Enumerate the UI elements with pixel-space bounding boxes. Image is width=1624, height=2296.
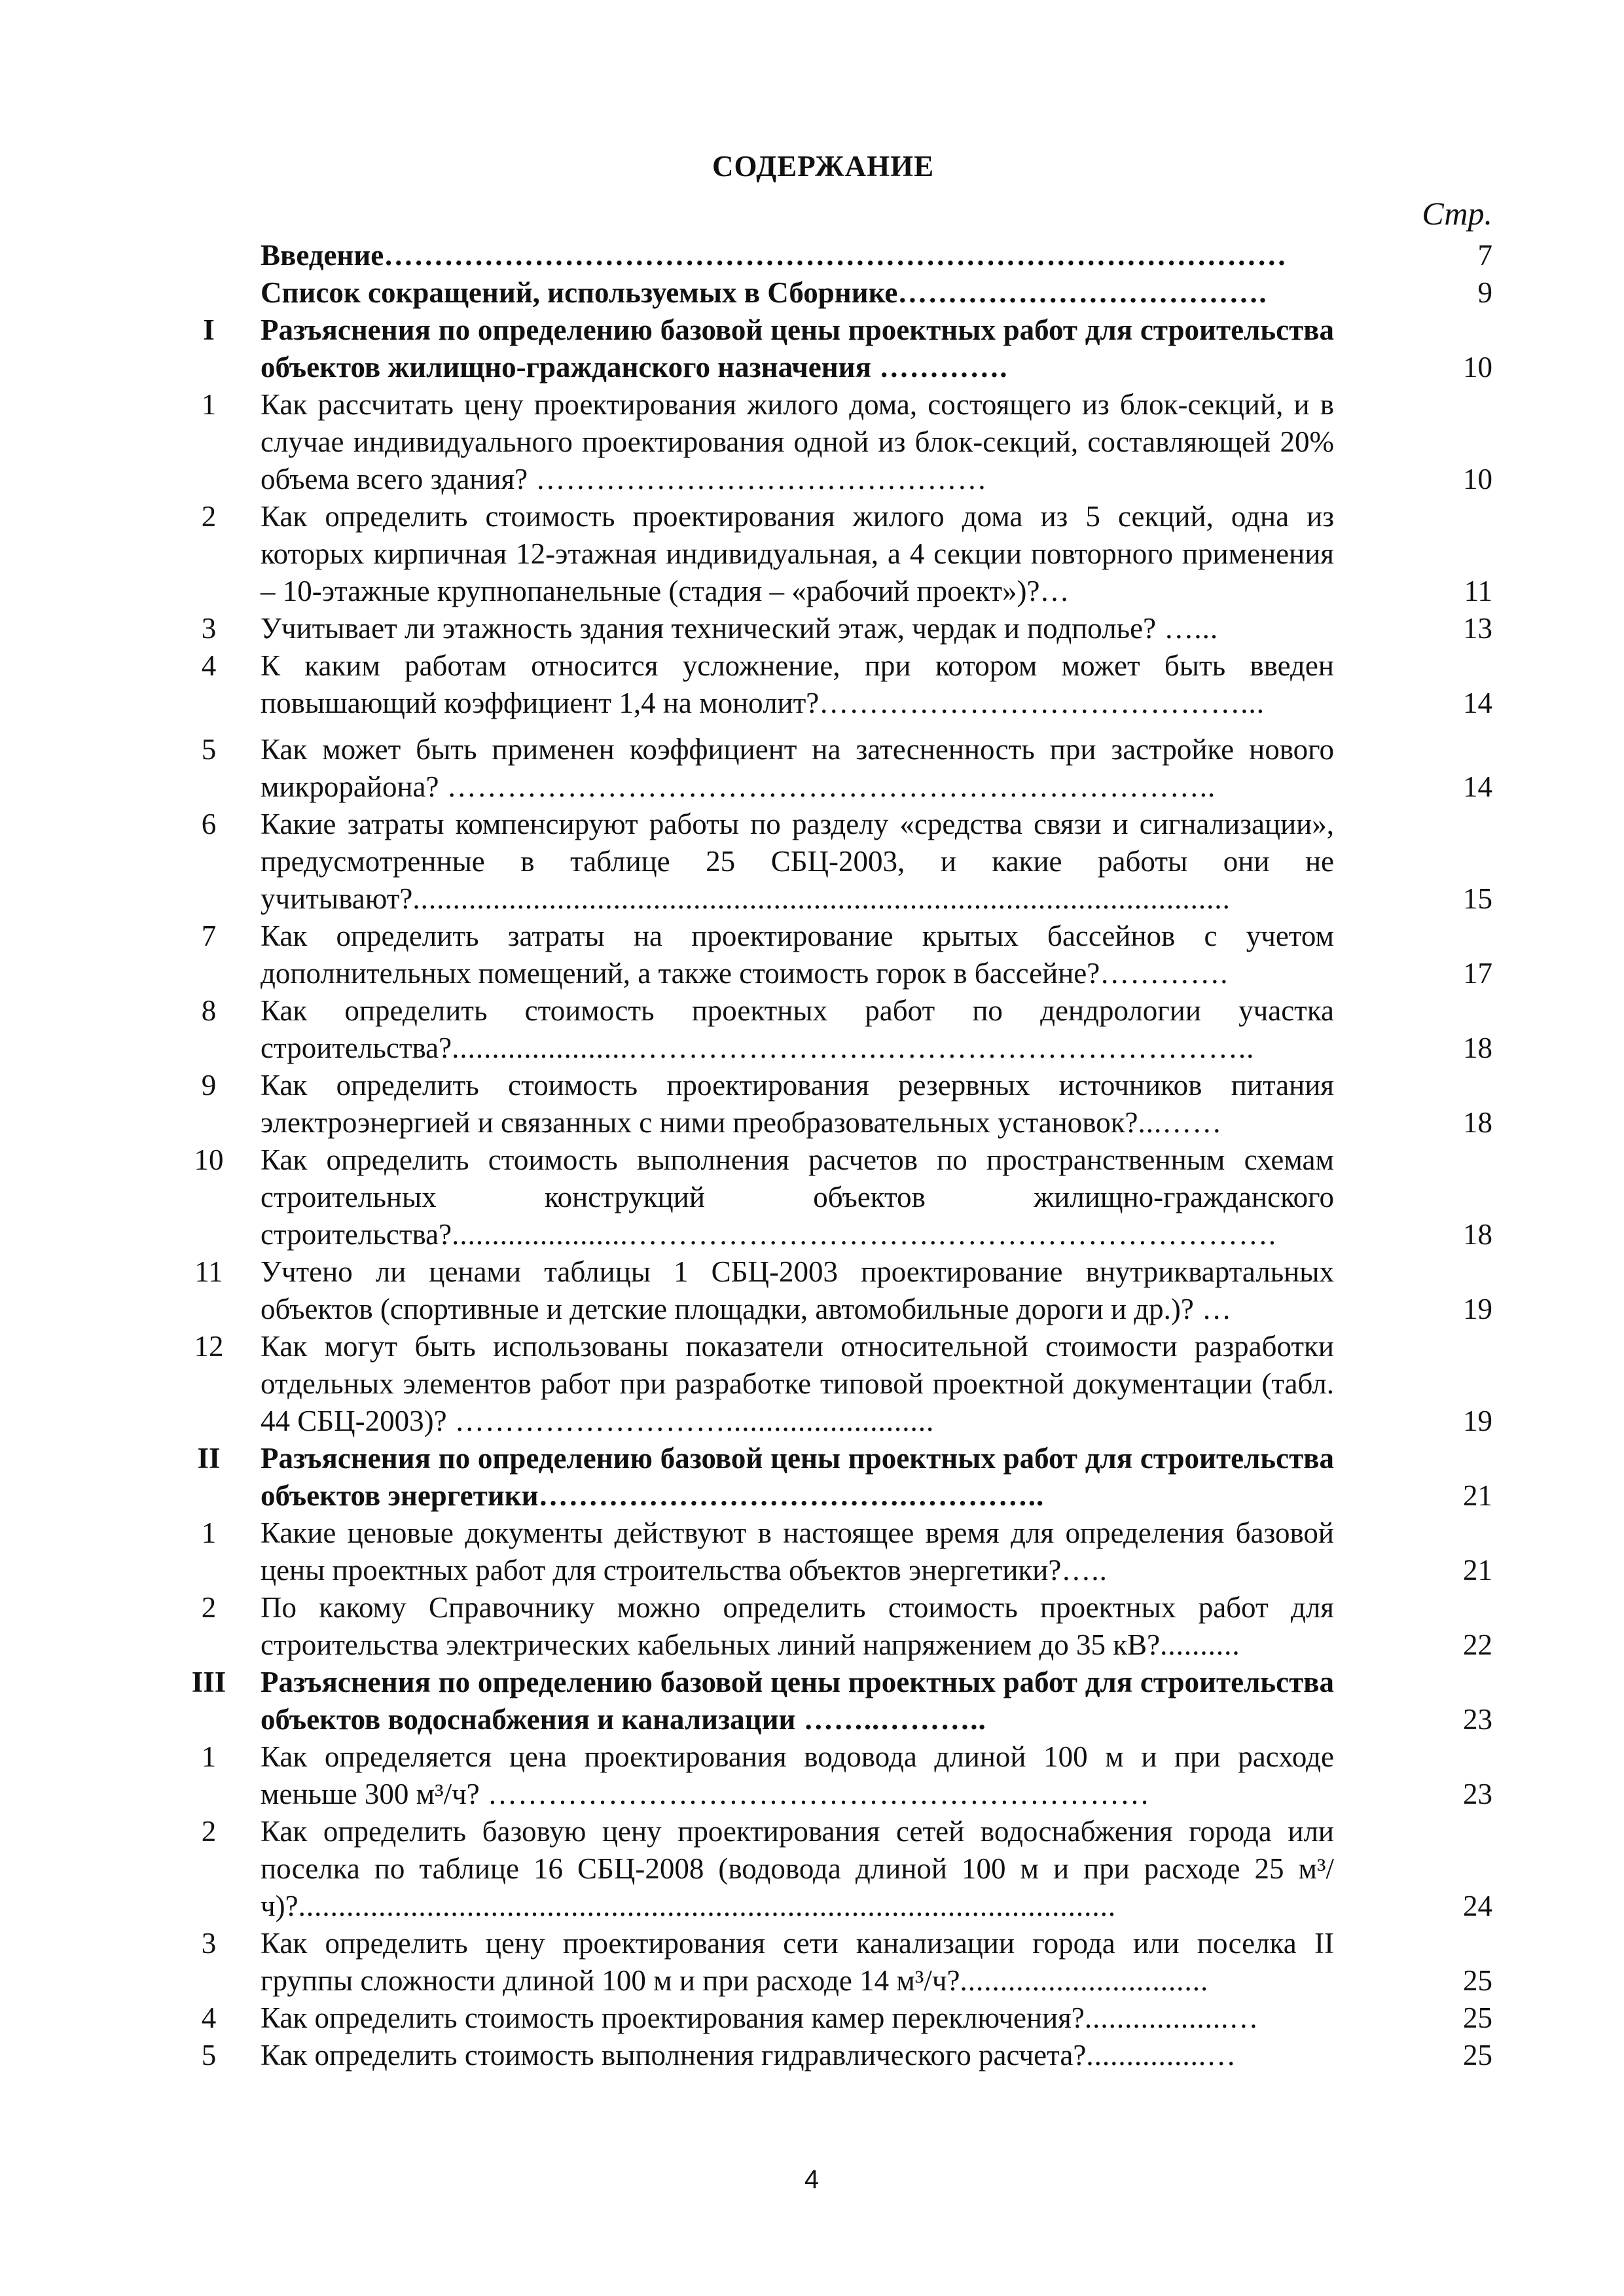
toc-entry-page: 18 [1463, 1031, 1492, 1064]
toc-dot-leader: ……………………………………………………………………………… [384, 239, 1288, 272]
toc-entry-number: II [197, 1442, 221, 1475]
toc-entry-number: 2 [201, 1591, 217, 1624]
toc-entry-number: III [191, 1666, 226, 1698]
toc-entry-title: Список сокращений, используемых в Сборнике [261, 276, 898, 309]
toc-entry-text-cell [261, 1813, 1334, 1925]
toc-dot-leader: …………. [871, 351, 1008, 384]
page-column-label: Стр. [1422, 195, 1492, 232]
toc-dot-leader: .......... [1160, 1628, 1240, 1661]
toc-entry-text-cell [261, 1738, 1334, 1813]
toc-dot-leader: ...…… [1138, 1106, 1223, 1139]
toc-dot-leader: ………………………………………………………… [479, 1778, 1151, 1810]
toc-entry-text-cell [261, 498, 1334, 610]
toc-entry-page: 25 [1463, 2039, 1492, 2072]
toc-entry-title: Как определяется цена проектирования водовода длиной 100 м и при расходе меньше 300 м³/ч? [261, 1740, 1334, 1810]
toc-entry-page: 19 [1463, 1293, 1492, 1325]
toc-entry-number: 1 [201, 388, 217, 421]
toc-entry-title: Как определить стоимость выполнения расчетов по пространственным схемам строительных конструкций объектов жилищно-гражданского строительства? [261, 1143, 1334, 1251]
toc-entry-text-cell [261, 386, 1334, 498]
toc-entry-page: 25 [1463, 2001, 1492, 2034]
toc-entry-text-cell [261, 2037, 1334, 2074]
toc-entry-number: 8 [201, 994, 217, 1027]
toc-section-row [157, 1440, 1492, 1515]
toc-entry-text-cell [261, 1664, 1334, 1738]
toc-dot-leader: ……………………………………... [819, 687, 1265, 719]
toc-entry-title: Введение [261, 239, 384, 272]
toc-entry-number: 4 [201, 649, 217, 682]
toc-entry-text-cell [261, 1067, 1334, 1141]
toc-dot-leader: ...................................................................................................... [412, 882, 1231, 915]
toc-entry-text-cell [261, 992, 1334, 1067]
toc-entry-page: 9 [1477, 276, 1492, 309]
toc-entry-row [157, 610, 1492, 647]
toc-entry-row [157, 992, 1492, 1067]
toc-entry-page: 14 [1463, 687, 1492, 719]
toc-entry-text-cell [261, 1925, 1334, 2000]
toc-entry-row [157, 806, 1492, 918]
toc-dot-leader: ………………………………………………………………….. [439, 770, 1216, 803]
toc-dot-leader: ......................…………………….……………………………….. [452, 1031, 1255, 1064]
toc-entry-page: 18 [1463, 1106, 1492, 1139]
toc-entry-page: 24 [1463, 1890, 1492, 1922]
toc-dot-leader: ...............… [1086, 2039, 1237, 2072]
toc-entry-title: Как рассчитать цену проектирования жилого дома, состоящего из блок-секций, и в случае индивидуального проектирования одной из блок-секций, составляющей 20% объема всего здания? [261, 388, 1334, 495]
toc-dot-leader: ….. [1061, 1554, 1108, 1587]
toc-entry-text-cell [261, 806, 1334, 918]
toc-entry-title: Разъяснения по определению базовой цены проектных работ для строительства объектов жилищно-гражданского назначения [261, 314, 1334, 384]
toc-section-row [157, 312, 1492, 386]
toc-entry-row [157, 2000, 1492, 2037]
toc-entry-title: Как может быть применен коэффициент на затесненность при застройке нового микрорайона? [261, 733, 1334, 803]
toc-section-row [157, 1664, 1492, 1738]
toc-entry-title: Разъяснения по определению базовой цены проектных работ для строительства объектов энергетики [261, 1442, 1334, 1512]
toc-entry-number: 10 [194, 1143, 224, 1176]
toc-dot-leader: ......................………………………….……………………………. [452, 1218, 1277, 1251]
toc-dot-leader: ……………………………….………….. [538, 1479, 1045, 1512]
toc-dot-leader: … [1193, 1293, 1233, 1325]
toc-entry-title: Как определить стоимость проектирования камер переключения? [261, 2001, 1085, 2034]
toc-entry-text-cell [261, 610, 1334, 647]
toc-dot-leader: ……………………….......................... [446, 1405, 935, 1437]
toc-entry-page: 10 [1463, 351, 1492, 384]
toc-dot-leader: ……..……….. [795, 1703, 986, 1736]
toc-entry-page: 11 [1464, 575, 1492, 607]
toc-entry-number: 5 [201, 733, 217, 766]
toc-entry-page: 14 [1463, 770, 1492, 803]
toc-entry-title: Как определить цену проектирования сети канализации города или поселка II группы сложности длиной 100 м и при расходе 14 м³/ч? [261, 1927, 1334, 1997]
toc-entry-number: 6 [201, 808, 217, 840]
toc-entry-row [157, 1589, 1492, 1664]
toc-entry-page: 17 [1463, 957, 1492, 990]
toc-dot-leader: …………. [1100, 957, 1229, 990]
toc-entry-number: 5 [201, 2039, 217, 2072]
toc-entry-row [157, 731, 1492, 806]
toc-entry-number: 2 [201, 1815, 217, 1848]
toc-entry-row [157, 386, 1492, 498]
toc-entry-page: 15 [1463, 882, 1492, 915]
toc-entry-title: Учтено ли ценами таблицы 1 СБЦ-2003 проектирование внутриквартальных объектов (спортивные и детские площадки, автомобильные дороги и др.)? [261, 1255, 1334, 1325]
toc-entry-title: Как определить стоимость проектных работ по дендрологии участка строительства? [261, 994, 1334, 1064]
toc-entry-number: 3 [201, 612, 217, 645]
toc-entry-number: 9 [201, 1069, 217, 1102]
toc-entry-page: 25 [1463, 1964, 1492, 1997]
toc-entry-text-cell [261, 312, 1334, 386]
toc-entry-number: 4 [201, 2001, 217, 2034]
toc-entry-row [157, 2037, 1492, 2074]
toc-dot-leader: …... [1156, 612, 1219, 645]
toc-entry-page: 23 [1463, 1703, 1492, 1736]
toc-entry-page: 7 [1477, 239, 1492, 272]
toc-entry-title: Как определить затраты на проектирование крытых бассейнов с учетом дополнительных помещений, а также стоимость горок в бассейне? [261, 920, 1334, 990]
toc-entry-page: 10 [1463, 463, 1492, 495]
toc-entry-number: 12 [194, 1330, 224, 1363]
toc-entry-page: 13 [1463, 612, 1492, 645]
toc-entry-number: 1 [201, 1740, 217, 1773]
toc-entry-text-cell [261, 1253, 1334, 1328]
toc-entry-text-cell [261, 1440, 1334, 1515]
toc-entry-text-cell [261, 647, 1334, 722]
toc-entry-title: Учитывает ли этажность здания технический этаж, чердак и подполье? [261, 612, 1157, 645]
toc-entry-number: 7 [201, 920, 217, 952]
toc-dot-leader: ............................... [960, 1964, 1209, 1997]
toc-dot-leader: ...................................................................................................... [298, 1890, 1117, 1922]
toc-entry-row [157, 1738, 1492, 1813]
page-title: СОДЕРЖАНИЕ [712, 150, 935, 183]
toc-entry-page: 23 [1463, 1778, 1492, 1810]
toc-entry-row [157, 1067, 1492, 1141]
toc-entry-page: 21 [1463, 1554, 1492, 1587]
toc-entry-title: По какому Справочнику можно определить стоимость проектных работ для строительства электрических кабельных линий напряжением до 35 кВ? [261, 1591, 1334, 1661]
toc-entry-text-cell [261, 237, 1334, 274]
toc-entry-page: 22 [1463, 1628, 1492, 1661]
toc-entry-text-cell [261, 274, 1334, 312]
toc-entry-page: 18 [1463, 1218, 1492, 1251]
toc-entry-number: 11 [194, 1255, 223, 1288]
toc-entry-title: Разъяснения по определению базовой цены проектных работ для строительства объектов водоснабжения и канализации [261, 1666, 1334, 1736]
toc-entry-text-cell [261, 1141, 1334, 1253]
toc-entry-row [157, 1925, 1492, 2000]
toc-entry-row [157, 274, 1492, 312]
table-of-contents [157, 237, 1492, 2074]
toc-entry-title: Какие затраты компенсируют работы по разделу «средства связи и сигнализации», предусмотренные в таблице 25 СБЦ-2003, и какие работы они не учитывают? [261, 808, 1334, 915]
toc-entry-row [157, 1141, 1492, 1253]
toc-entry-page: 19 [1463, 1405, 1492, 1437]
toc-entry-row [157, 647, 1492, 722]
toc-dot-leader: … [1039, 575, 1070, 607]
toc-entry-title: Как определить базовую цену проектирования сетей водоснабжения города или поселка по таблице 16 СБЦ-2008 (водовода длиной 100 м и при расходе 25 м³/ч)? [261, 1815, 1334, 1922]
toc-dot-leader: ………………………………. [897, 276, 1267, 309]
toc-entry-row [157, 1328, 1492, 1440]
toc-entry-row [157, 1253, 1492, 1328]
toc-entry-title: Как определить стоимость проектирования жилого дома из 5 секций, одна из которых кирпичная 12-этажная индивидуальная, а 4 секции повторного применения – 10-этажные крупнопанельные (стадия – «рабочий проект»)? [261, 500, 1334, 607]
toc-entry-row [157, 1515, 1492, 1589]
toc-dot-leader: ..................… [1084, 2001, 1259, 2034]
toc-entry-text-cell [261, 1328, 1334, 1440]
toc-entry-row [157, 918, 1492, 992]
toc-entry-number: 2 [201, 500, 217, 533]
toc-entry-title: Какие ценовые документы действуют в настоящее время для определения базовой цены проектных работ для строительства объектов энергетики? [261, 1516, 1334, 1587]
toc-entry-row [157, 498, 1492, 610]
toc-entry-number: 3 [201, 1927, 217, 1960]
toc-entry-title: К каким работам относится усложнение, при котором может быть введен повышающий коэффициент 1,4 на монолит? [261, 649, 1334, 719]
toc-entry-title: Как могут быть использованы показатели относительной стоимости разработки отдельных элементов работ при разработке типовой проектной документации (табл. 44 СБЦ-2003)? [261, 1330, 1334, 1437]
toc-entry-text-cell [261, 918, 1334, 992]
toc-entry-text-cell [261, 731, 1334, 806]
toc-entry-title: Как определить стоимость проектирования резервных источников питания электроэнергией и связанных с ними преобразовательных установок? [261, 1069, 1334, 1139]
toc-entry-text-cell [261, 1515, 1334, 1589]
toc-entry-text-cell [261, 2000, 1334, 2037]
toc-dot-leader: ……………………………………… [528, 463, 988, 495]
toc-entry-text-cell [261, 1589, 1334, 1664]
toc-entry-number: I [203, 314, 215, 346]
toc-entry-page: 21 [1463, 1479, 1492, 1512]
toc-entry-title: Как определить стоимость выполнения гидравлического расчета? [261, 2039, 1087, 2072]
toc-entry-number: 1 [201, 1516, 217, 1549]
page-number: 4 [804, 2165, 820, 2194]
toc-entry-row [157, 1813, 1492, 1925]
toc-entry-row [157, 237, 1492, 274]
